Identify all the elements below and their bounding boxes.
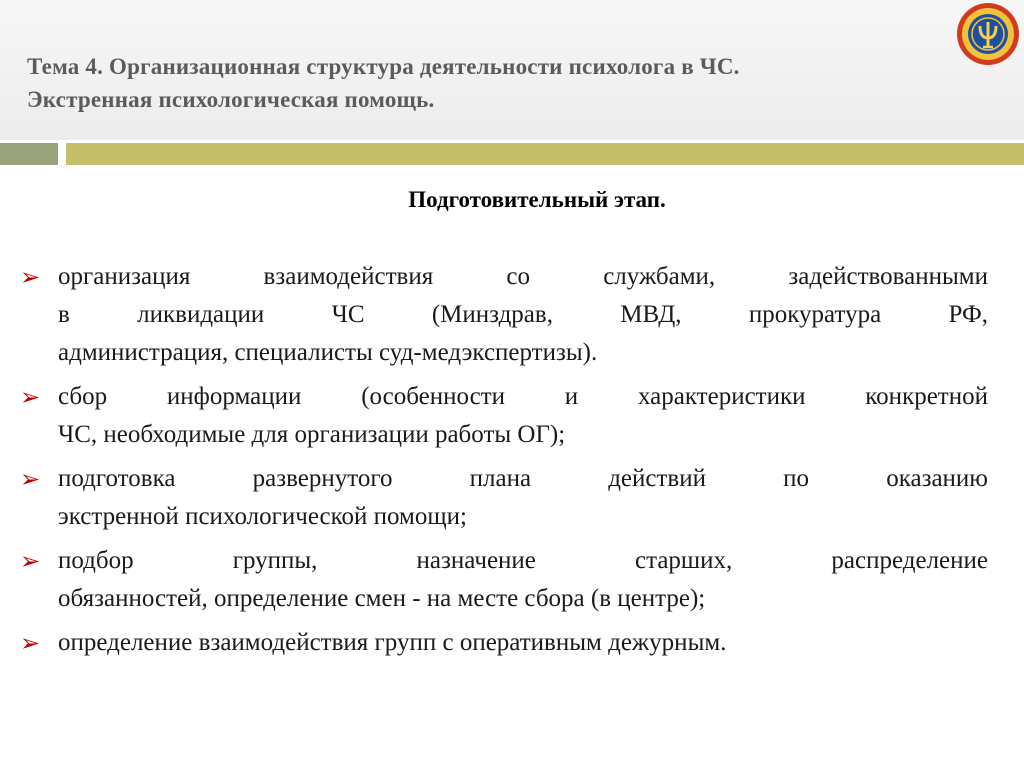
- arrow-bullet-icon: ➢: [20, 383, 41, 411]
- section-subtitle: Подготовительный этап.: [408, 187, 666, 212]
- slide-title: [27, 50, 987, 116]
- arrow-bullet-icon: ➢: [20, 629, 41, 657]
- item-line: подбор группы, назначение старших, распределение: [58, 547, 988, 574]
- item-line: организация взаимодействия со службами, задействованными: [58, 263, 988, 290]
- item-line: определение взаимодействия групп с оперативным дежурным.: [58, 629, 727, 656]
- list-item: [20, 460, 988, 536]
- item-line: подготовка развернутого плана действий по оказанию: [58, 465, 988, 492]
- item-line: обязанностей, определение смен - на месте сбора (в центре);: [58, 585, 706, 612]
- bullet-list: [20, 258, 988, 668]
- item-line: администрация, специалисты суд-медэкспертизы).: [58, 339, 598, 366]
- item-line: сбор информации (особенности и характеристики конкретной: [58, 383, 988, 410]
- item-line: экстренной психологической помощи;: [58, 503, 467, 530]
- decor-bar-left: [0, 143, 58, 165]
- item-line: ЧС, необходимые для организации работы ОГ);: [58, 421, 566, 448]
- decor-bar-right: [66, 143, 1024, 165]
- item-line: в ликвидации ЧС (Минздрав, МВД, прокуратура РФ,: [58, 301, 988, 328]
- arrow-bullet-icon: ➢: [20, 547, 41, 575]
- title-line-1: Тема 4. Организационная структура деятельности психолога в ЧС.: [27, 54, 740, 79]
- psi-emblem-icon: [955, 0, 1021, 68]
- list-item: [20, 378, 988, 454]
- title-line-2: Экстренная психологическая помощь.: [27, 87, 435, 112]
- list-item: [20, 624, 988, 662]
- arrow-bullet-icon: ➢: [20, 465, 41, 493]
- arrow-bullet-icon: ➢: [20, 263, 41, 291]
- slide-header: [0, 0, 1024, 140]
- list-item: [20, 258, 988, 372]
- list-item: [20, 542, 988, 618]
